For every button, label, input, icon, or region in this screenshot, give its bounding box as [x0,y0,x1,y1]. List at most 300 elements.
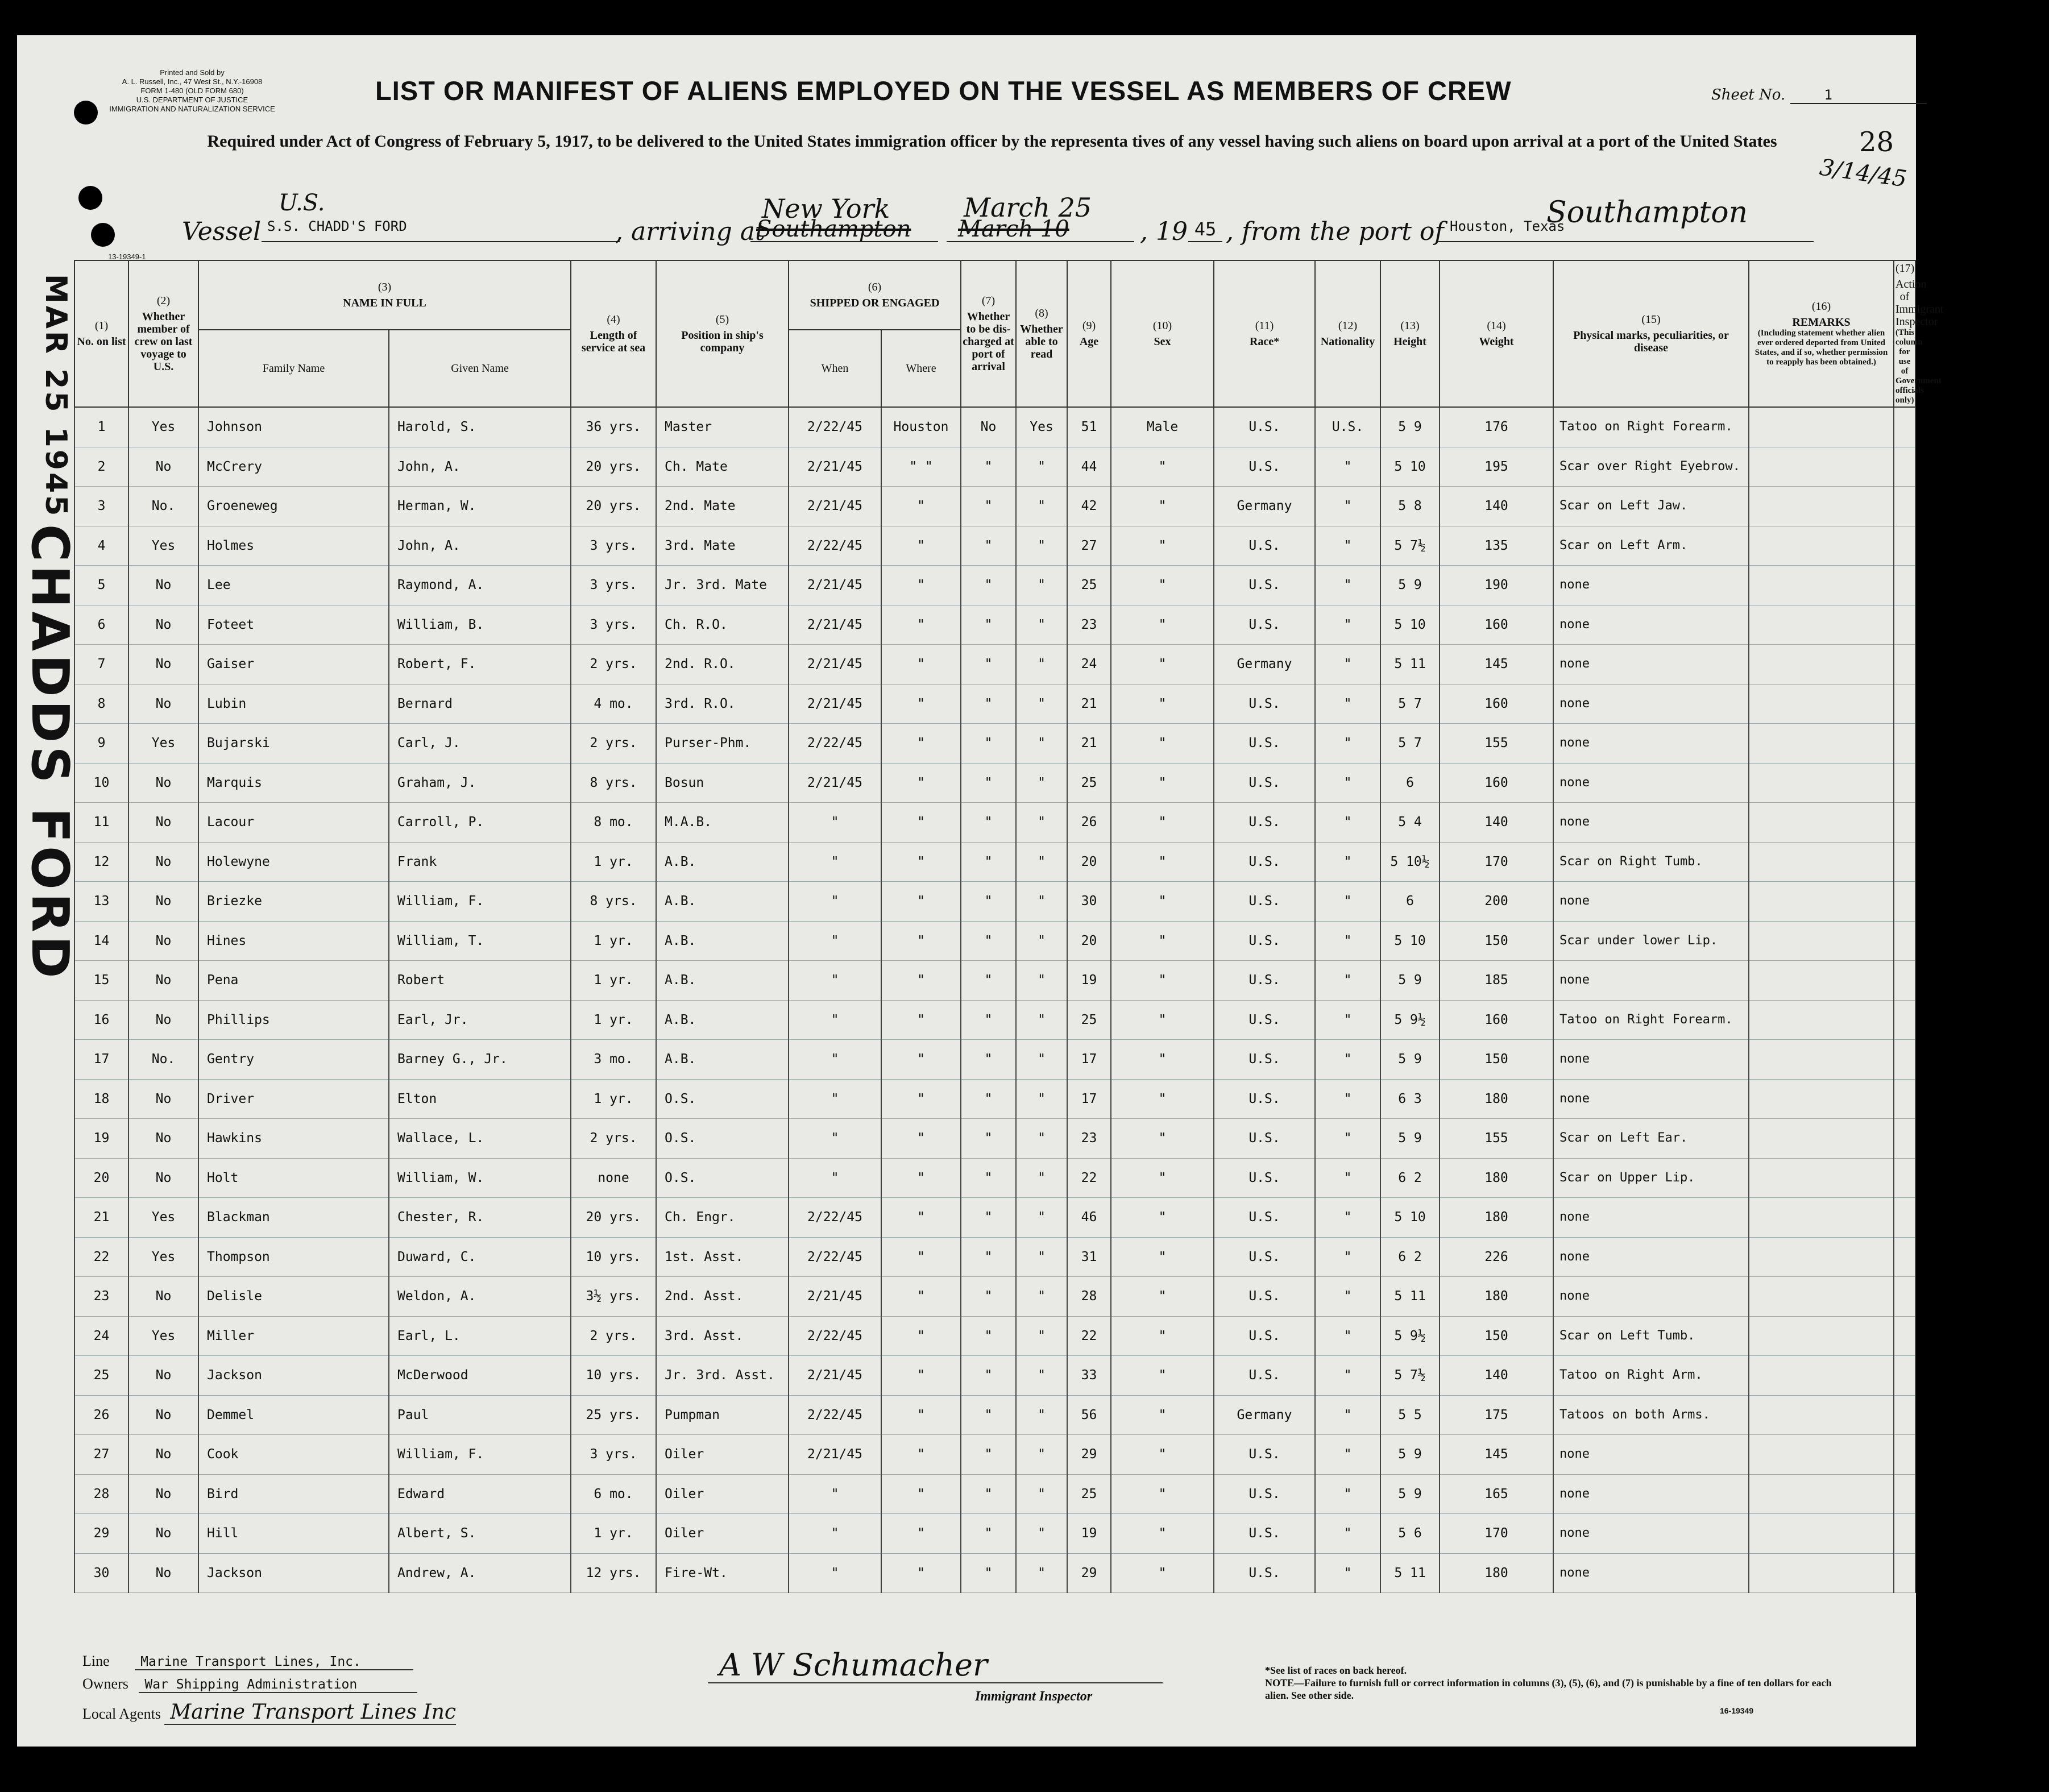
cell-given-name: Carl, J. [389,724,571,764]
cell-family-name: McCrery [198,447,389,487]
printer-line: FORM 1-480 (OLD FORM 680) [140,86,244,95]
col-header-read: (8) Whether able to read [1016,260,1067,407]
cell-nationality: " [1315,803,1380,843]
from-port-value: Houston, Texas [1450,218,1565,234]
cell-sex: " [1111,1040,1214,1080]
cell-discharged: " [961,1316,1016,1356]
cell-discharged: " [961,566,1016,605]
cell-age: 46 [1067,1198,1111,1238]
cell-height: 5 9 [1380,1040,1440,1080]
cell-inspector-action [1894,1395,1915,1435]
cell-shipped-when: " [789,1119,881,1159]
col-header-sex: (10) Sex [1111,260,1214,407]
subtitle: Required under Act of Congress of February 5, 1917, to be delivered to the United States immigration officer by the representa tives of any vessel having such aliens on board upon arrival at a port of the United States [207,132,1777,151]
cell-sex: " [1111,1000,1214,1040]
col-header-name: (3) NAME IN FULL [198,260,571,330]
printer-line: U.S. DEPARTMENT OF JUSTICE [136,96,248,104]
table-row [74,1553,1915,1593]
page-title: LIST OR MANIFEST OF ALIENS EMPLOYED ON THE VESSEL AS MEMBERS OF CREW [375,76,1512,106]
cell-weight: 180 [1440,1158,1553,1198]
cell-weight: 190 [1440,566,1553,605]
cell-able-to-read: " [1016,605,1067,645]
cell-race: U.S. [1214,1435,1315,1475]
cell-given-name: Carroll, P. [389,803,571,843]
cell-able-to-read: " [1016,487,1067,526]
cell-given-name: Robert, F. [389,645,571,685]
cell-physical-marks: none [1553,1198,1749,1238]
cell-given-name: John, A. [389,526,571,566]
cell-able-to-read: " [1016,526,1067,566]
cell-length-of-service: 3 yrs. [571,605,656,645]
cell-last-voyage: No [128,1119,198,1159]
cell-nationality: " [1315,1158,1380,1198]
manifest-sheet [17,35,1944,1747]
cell-position: 1st. Asst. [656,1237,789,1277]
cell-length-of-service: 2 yrs. [571,724,656,764]
cell-row-number: 15 [74,961,128,1001]
table-row [74,763,1915,803]
col-header-discharged: (7) Whether to be dis-charged at port of arrival [961,260,1016,407]
cell-sex: " [1111,803,1214,843]
cell-last-voyage: No [128,1158,198,1198]
cell-nationality: " [1315,763,1380,803]
cell-shipped-where: " [881,1474,961,1514]
cell-position: 3rd. R.O. [656,684,789,724]
sheet-number-value: 1 [1790,87,1927,104]
table-row [74,1040,1915,1080]
cell-family-name: Miller [198,1316,389,1356]
cell-last-voyage: No [128,1553,198,1593]
cell-length-of-service: 3½ yrs. [571,1277,656,1317]
cell-remarks [1749,1395,1894,1435]
cell-shipped-when: 2/21/45 [789,763,881,803]
cell-family-name: Hines [198,921,389,961]
cell-age: 25 [1067,1474,1111,1514]
cell-remarks [1749,763,1894,803]
cell-length-of-service: 8 yrs. [571,882,656,922]
cell-weight: 150 [1440,1040,1553,1080]
cell-weight: 175 [1440,1395,1553,1435]
cell-age: 25 [1067,566,1111,605]
cell-able-to-read: " [1016,1395,1067,1435]
arrival-date-handwritten: March 25 [964,192,1092,223]
cell-sex: " [1111,526,1214,566]
cell-sex: " [1111,1316,1214,1356]
cell-height: 5 9 [1380,1474,1440,1514]
cell-last-voyage: No. [128,1040,198,1080]
cell-row-number: 7 [74,645,128,685]
cell-given-name: William, W. [389,1158,571,1198]
cell-inspector-action [1894,1553,1915,1593]
cell-age: 25 [1067,763,1111,803]
cell-height: 5 9½ [1380,1316,1440,1356]
cell-row-number: 13 [74,882,128,922]
cell-nationality: " [1315,1514,1380,1554]
cell-shipped-where: " [881,1395,961,1435]
cell-remarks [1749,921,1894,961]
cell-given-name: Robert [389,961,571,1001]
cell-height: 5 7½ [1380,526,1440,566]
footer-owners [82,1675,417,1693]
cell-remarks [1749,1119,1894,1159]
cell-remarks [1749,447,1894,487]
cell-nationality: " [1315,842,1380,882]
cell-discharged: " [961,1277,1016,1317]
table-row [74,605,1915,645]
cell-last-voyage: No [128,1474,198,1514]
cell-shipped-where: " [881,1119,961,1159]
cell-discharged: " [961,1079,1016,1119]
cell-family-name: Phillips [198,1000,389,1040]
arrival-date [947,192,1134,242]
cell-length-of-service: 4 mo. [571,684,656,724]
punch-hole [74,101,98,125]
cell-family-name: Bird [198,1474,389,1514]
footer-owners-label: Owners [82,1675,128,1692]
cell-last-voyage: No [128,1395,198,1435]
cell-given-name: William, F. [389,882,571,922]
cell-age: 21 [1067,684,1111,724]
cell-able-to-read: Yes [1016,407,1067,447]
cell-race: U.S. [1214,1277,1315,1317]
cell-length-of-service: 8 yrs. [571,763,656,803]
cell-height: 6 2 [1380,1158,1440,1198]
cell-inspector-action [1894,842,1915,882]
cell-sex: " [1111,1158,1214,1198]
cell-age: 23 [1067,605,1111,645]
table-row [74,407,1915,447]
cell-inspector-action [1894,1316,1915,1356]
cell-race: U.S. [1214,1474,1315,1514]
cell-remarks [1749,1237,1894,1277]
cell-shipped-where: " [881,1198,961,1238]
cell-nationality: " [1315,1356,1380,1396]
cell-sex: " [1111,1514,1214,1554]
vessel-line [182,190,1831,251]
cell-age: 42 [1067,487,1111,526]
cell-shipped-where: " [881,724,961,764]
table-row [74,1435,1915,1475]
cell-row-number: 10 [74,763,128,803]
cell-inspector-action [1894,1040,1915,1080]
col-header-where: Where [881,330,961,407]
cell-shipped-when: 2/21/45 [789,645,881,685]
cell-nationality: " [1315,1040,1380,1080]
cell-age: 23 [1067,1119,1111,1159]
table-row [74,882,1915,922]
cell-shipped-when: " [789,1040,881,1080]
printer-imprint [73,68,312,114]
cell-row-number: 21 [74,1198,128,1238]
cell-discharged: " [961,1158,1016,1198]
cell-row-number: 23 [74,1277,128,1317]
col-header-position: (5) Position in ship's company [656,260,789,407]
cell-row-number: 3 [74,487,128,526]
form-code: 13-19349-1 [108,252,146,261]
cell-given-name: Harold, S. [389,407,571,447]
cell-shipped-when: 2/21/45 [789,487,881,526]
cell-age: 20 [1067,842,1111,882]
cell-discharged: " [961,921,1016,961]
cell-sex: " [1111,684,1214,724]
cell-position: A.B. [656,1000,789,1040]
cell-row-number: 2 [74,447,128,487]
cell-physical-marks: none [1553,566,1749,605]
cell-nationality: " [1315,1198,1380,1238]
cell-discharged: " [961,1514,1016,1554]
cell-shipped-where: " [881,645,961,685]
cell-able-to-read: " [1016,1040,1067,1080]
col-header-age: (9) Age [1067,260,1111,407]
cell-remarks [1749,1000,1894,1040]
cell-shipped-where: " [881,566,961,605]
cell-length-of-service: 3 yrs. [571,1435,656,1475]
cell-nationality: " [1315,1079,1380,1119]
cell-age: 56 [1067,1395,1111,1435]
cell-nationality: " [1315,1237,1380,1277]
cell-position: A.B. [656,842,789,882]
arrival-date-struck: March 10 [958,216,1069,242]
cell-position: Oiler [656,1514,789,1554]
cell-row-number: 25 [74,1356,128,1396]
cell-physical-marks: Scar on Left Arm. [1553,526,1749,566]
cell-sex: " [1111,1119,1214,1159]
printer-line: Printed and Sold by [160,68,225,77]
cell-length-of-service: 2 yrs. [571,1316,656,1356]
cell-able-to-read: " [1016,763,1067,803]
cell-discharged: " [961,1040,1016,1080]
cell-given-name: Duward, C. [389,1237,571,1277]
table-row [74,645,1915,685]
cell-family-name: Lacour [198,803,389,843]
footer-agents [82,1700,456,1725]
cell-shipped-when: " [789,961,881,1001]
cell-age: 26 [1067,803,1111,843]
cell-nationality: " [1315,1119,1380,1159]
cell-age: 30 [1067,882,1111,922]
cell-length-of-service: 10 yrs. [571,1237,656,1277]
cell-inspector-action [1894,1000,1915,1040]
cell-nationality: " [1315,1435,1380,1475]
cell-length-of-service: 1 yr. [571,1000,656,1040]
cell-physical-marks: none [1553,882,1749,922]
cell-weight: 160 [1440,605,1553,645]
table-row [74,1079,1915,1119]
cell-position: O.S. [656,1079,789,1119]
cell-able-to-read: " [1016,803,1067,843]
cell-position: 3rd. Asst. [656,1316,789,1356]
cell-sex: " [1111,1079,1214,1119]
cell-shipped-where: " [881,842,961,882]
cell-row-number: 26 [74,1395,128,1435]
table-row [74,1198,1915,1238]
cell-last-voyage: No [128,961,198,1001]
cell-nationality: " [1315,684,1380,724]
footer-line [82,1653,413,1670]
cell-length-of-service: 2 yrs. [571,645,656,685]
cell-position: Purser-Phm. [656,724,789,764]
table-row [74,1277,1915,1317]
cell-sex: " [1111,1474,1214,1514]
cell-position: Pumpman [656,1395,789,1435]
cell-shipped-where: " [881,487,961,526]
cell-row-number: 27 [74,1435,128,1475]
cell-discharged: " [961,1237,1016,1277]
cell-row-number: 4 [74,526,128,566]
stamp-date: MAR 25 1945 [39,274,73,518]
col-header-family-name: Family Name [198,330,389,407]
cell-inspector-action [1894,566,1915,605]
stamp-vessel-name: CHADDS FORD [20,524,80,982]
cell-given-name: Paul [389,1395,571,1435]
cell-weight: 160 [1440,763,1553,803]
cell-able-to-read: " [1016,1316,1067,1356]
cell-weight: 180 [1440,1277,1553,1317]
cell-physical-marks: none [1553,684,1749,724]
cell-position: Ch. R.O. [656,605,789,645]
cell-age: 17 [1067,1079,1111,1119]
cell-remarks [1749,1356,1894,1396]
cell-sex: " [1111,1198,1214,1238]
cell-weight: 160 [1440,1000,1553,1040]
cell-given-name: Herman, W. [389,487,571,526]
cell-position: A.B. [656,961,789,1001]
cell-shipped-where: " [881,803,961,843]
from-port-handwritten: Southampton [1546,196,1748,230]
cell-length-of-service: 20 yrs. [571,487,656,526]
cell-remarks [1749,526,1894,566]
cell-discharged: " [961,1435,1016,1475]
cell-length-of-service: 20 yrs. [571,1198,656,1238]
cell-shipped-when: 2/22/45 [789,1198,881,1238]
cell-family-name: Cook [198,1435,389,1475]
cell-able-to-read: " [1016,684,1067,724]
cell-family-name: Blackman [198,1198,389,1238]
cell-weight: 140 [1440,803,1553,843]
cell-race: U.S. [1214,1356,1315,1396]
cell-weight: 140 [1440,487,1553,526]
cell-able-to-read: " [1016,724,1067,764]
cell-sex: " [1111,1237,1214,1277]
cell-family-name: Driver [198,1079,389,1119]
cell-row-number: 6 [74,605,128,645]
cell-shipped-where: " [881,961,961,1001]
footer-note-races: *See list of races on back hereof. [1265,1665,1407,1676]
cell-length-of-service: 1 yr. [571,1079,656,1119]
footer-note-penalty: NOTE—Failure to furnish full or correct information in columns (3), (5), (6), and (7) is punishable by a fine of ten dollars for each alien. See other side. [1265,1677,1832,1701]
cell-race: U.S. [1214,1237,1315,1277]
cell-weight: 155 [1440,1119,1553,1159]
cell-height: 5 7 [1380,724,1440,764]
cell-last-voyage: Yes [128,1198,198,1238]
cell-age: 44 [1067,447,1111,487]
cell-position: Jr. 3rd. Asst. [656,1356,789,1396]
cell-race: Germany [1214,487,1315,526]
cell-last-voyage: No [128,605,198,645]
cell-shipped-where: " [881,526,961,566]
cell-shipped-when: 2/22/45 [789,1395,881,1435]
cell-shipped-when: 2/21/45 [789,1277,881,1317]
cell-discharged: " [961,447,1016,487]
cell-race: Germany [1214,1395,1315,1435]
cell-height: 6 [1380,882,1440,922]
cell-row-number: 19 [74,1119,128,1159]
cell-family-name: Lubin [198,684,389,724]
cell-height: 5 5 [1380,1395,1440,1435]
cell-able-to-read: " [1016,882,1067,922]
inspector-label: Immigrant Inspector [975,1689,1093,1704]
cell-physical-marks: Scar on Left Jaw. [1553,487,1749,526]
cell-remarks [1749,882,1894,922]
cell-shipped-where: " [881,1553,961,1593]
cell-sex: " [1111,1435,1214,1475]
header-row [74,260,1915,330]
cell-inspector-action [1894,1119,1915,1159]
cell-last-voyage: Yes [128,724,198,764]
col-header-shipped: (6) SHIPPED OR ENGAGED [789,260,961,330]
cell-sex: " [1111,724,1214,764]
cell-height: 5 9 [1380,961,1440,1001]
cell-row-number: 5 [74,566,128,605]
cell-physical-marks: Tatoo on Right Forearm. [1553,407,1749,447]
punch-hole [91,223,115,247]
table-row [74,447,1915,487]
cell-sex: " [1111,763,1214,803]
cell-race: U.S. [1214,605,1315,645]
cell-discharged: " [961,1395,1016,1435]
cell-shipped-when: " [789,1079,881,1119]
cell-row-number: 29 [74,1514,128,1554]
cell-family-name: Pena [198,961,389,1001]
cell-last-voyage: No [128,763,198,803]
cell-shipped-where: " [881,1277,961,1317]
col-header-height: (13) Height [1380,260,1440,407]
cell-able-to-read: " [1016,1119,1067,1159]
cell-remarks [1749,803,1894,843]
cell-nationality: " [1315,1316,1380,1356]
cell-shipped-where: " [881,1000,961,1040]
table-row [74,1237,1915,1277]
table-row [74,921,1915,961]
col-header-remarks: (16) REMARKS (Including statement whether alien ever ordered deported from United States, and if so, whether permission to reapply has been obtained.) [1749,260,1894,407]
cell-shipped-when: " [789,842,881,882]
cell-shipped-where: " [881,1435,961,1475]
cell-sex: " [1111,961,1214,1001]
cell-position: O.S. [656,1158,789,1198]
cell-weight: 185 [1440,961,1553,1001]
cell-physical-marks: Scar under lower Lip. [1553,921,1749,961]
cell-shipped-where: " [881,1079,961,1119]
cell-race: U.S. [1214,526,1315,566]
cell-discharged: " [961,1198,1016,1238]
footer-agents-value: Marine Transport Lines Inc [164,1700,456,1725]
cell-weight: 135 [1440,526,1553,566]
cell-position: Ch. Mate [656,447,789,487]
cell-row-number: 24 [74,1316,128,1356]
cell-inspector-action [1894,526,1915,566]
cell-race: U.S. [1214,1040,1315,1080]
cell-shipped-where: " [881,1158,961,1198]
cell-race: U.S. [1214,1119,1315,1159]
cell-shipped-when: 2/21/45 [789,684,881,724]
arriving-port-struck: Southampton [756,216,911,242]
cell-given-name: Frank [389,842,571,882]
cell-race: U.S. [1214,724,1315,764]
cell-discharged: " [961,803,1016,843]
cell-able-to-read: " [1016,1000,1067,1040]
table-row [74,1514,1915,1554]
cell-inspector-action [1894,1237,1915,1277]
